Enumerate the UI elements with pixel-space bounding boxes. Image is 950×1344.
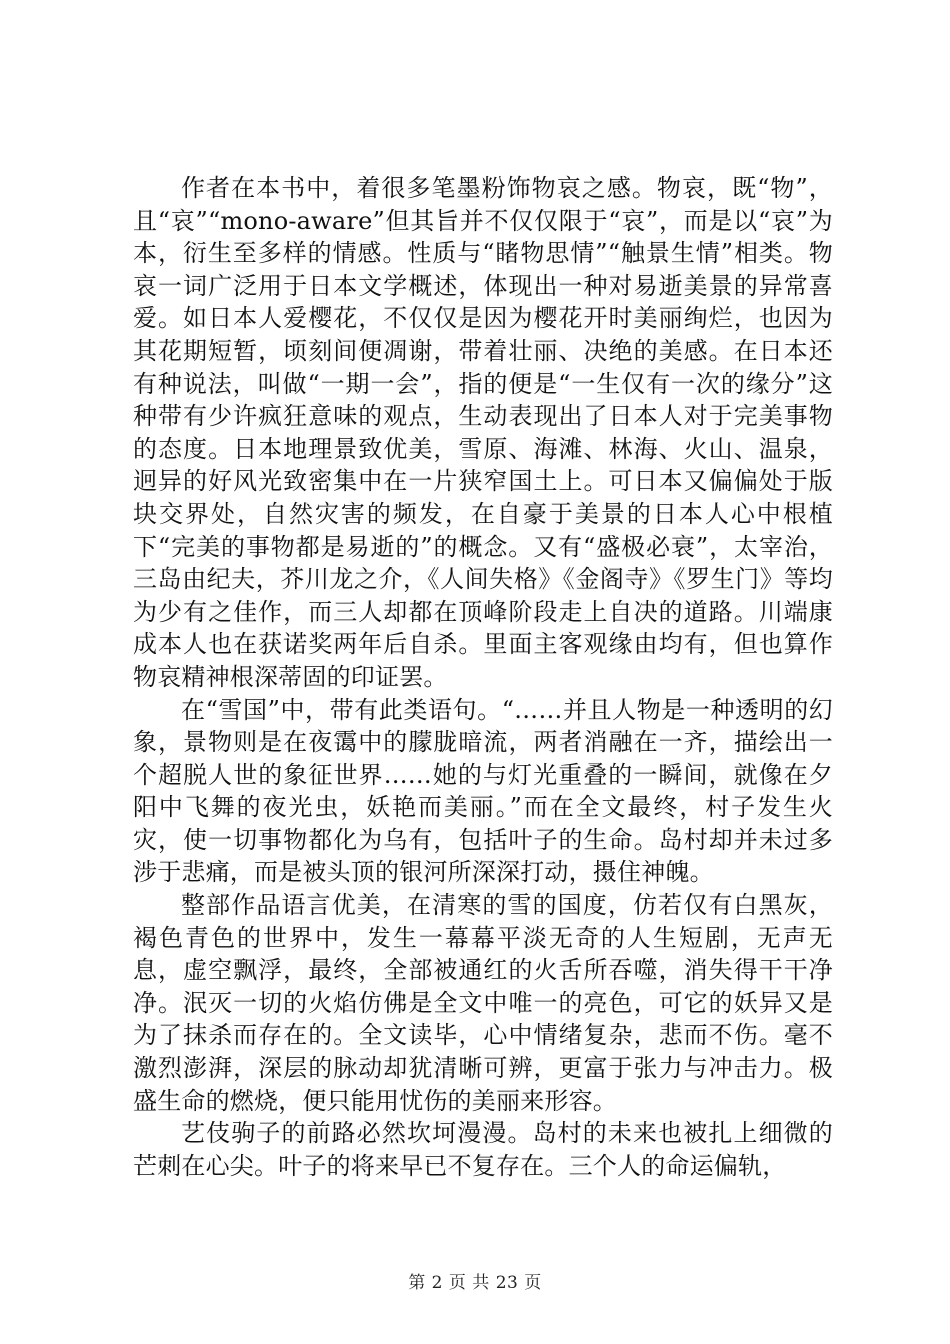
document-body [133, 172, 833, 1182]
paragraph-snow-country-quote: 在“雪国”中，带有此类语句。“……并且人物是一种透明的幻象，景物则是在夜霭中的朦胧暗流，两者消融在一齐，描绘出一个超脱人世的象征世界……她的与灯光重叠的一瞬间，就像在夕阳中飞舞的夜光虫，妖艳而美丽。”而在全文最终，村子发生火灾，使一切事物都化为乌有，包括叶子的生命。岛村却并未过多涉于悲痛，而是被头顶的银河所深深打动，摄住神魄。 [133, 695, 833, 887]
paragraph-mono-no-aware: 作者在本书中，着很多笔墨粉饰物哀之感。物哀，既“物”，且“哀”“mono-aware”但其旨并不仅仅限于“哀”，而是以“哀”为本，衍生至多样的情感。性质与“睹物思情”“触景生情”相类。物哀一词广泛用于日本文学概述，体现出一种对易逝美景的异常喜爱。如日本人爱樱花，不仅仅是因为樱花开时美丽绚烂，也因为其花期短暂，顷刻间便凋谢，带着壮丽、决绝的美感。在日本还有种说法，叫做“一期一会”，指的便是“一生仅有一次的缘分”这种带有少许疯狂意味的观点，生动表现出了日本人对于完美事物的态度。日本地理景致优美，雪原、海滩、林海、火山、温泉，迥异的好风光致密集中在一片狭窄国土上。可日本又偏偏处于版块交界处，自然灾害的频发，在自豪于美景的日本人心中根植下“完美的事物都是易逝的”的概念。又有“盛极必衰”，太宰治，三岛由纪夫，芥川龙之介，《人间失格》《金阁寺》《罗生门》等均为少有之佳作，而三人却都在顶峰阶段走上自决的道路。川端康成本人也在获诺奖两年后自杀。里面主客观缘由均有，但也算作物哀精神根深蒂固的印证罢。 [133, 174, 833, 691]
page-number-footer: 第 2 页 共 23 页 [408, 1273, 542, 1293]
paragraph-character-fates: 艺伎驹子的前路必然坎坷漫漫。岛村的未来也被扎上细微的芒刺在心尖。叶子的将来早已不复存在。三个人的命运偏轨， [133, 1119, 833, 1180]
paragraph-language-evaluation: 整部作品语言优美，在清寒的雪的国度，仿若仅有白黑灰，褐色青色的世界中，发生一幕幕平淡无奇的人生短剧，无声无息，虚空飘浮，最终，全部被通红的火舌所吞噬，消失得干干净净。泯灭一切的火焰仿佛是全文中唯一的亮色，可它的妖异又是为了抹杀而存在的。全文读毕，心中情绪复杂，悲而不伤。毫不激烈澎湃，深层的脉动却犹清晰可辨，更富于张力与冲击力。极盛生命的燃烧，便只能用忧伤的美丽来形容。 [133, 891, 833, 1115]
